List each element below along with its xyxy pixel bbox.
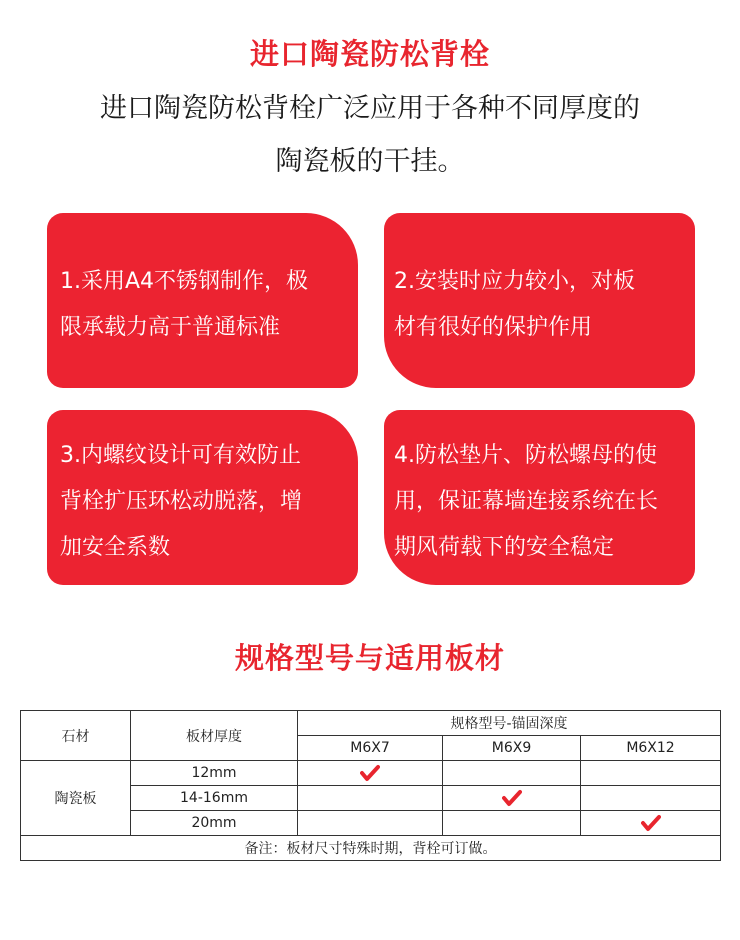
feature-2-line-1: 2.安装时应力较小，对板 — [394, 268, 635, 294]
check-cell — [581, 786, 721, 811]
feature-1-line-1: 1.采用A4不锈钢制作，极 — [60, 268, 309, 294]
check-cell — [443, 811, 581, 836]
intro-text — [40, 82, 700, 188]
table-row — [21, 761, 721, 786]
feature-3-line-2: 背栓扩压环松动脱落，增 — [60, 488, 303, 514]
feature-card-2 — [384, 213, 695, 388]
table-note: 备注：板材尺寸特殊时期，背栓可订做。 — [21, 836, 721, 861]
feature-3-line-1: 3.内螺纹设计可有效防止 — [60, 442, 301, 468]
material-cell: 陶瓷板 — [21, 761, 131, 836]
table-header-row — [21, 711, 721, 736]
check-cell — [443, 761, 581, 786]
spec-table — [20, 710, 721, 861]
check-cell — [298, 786, 443, 811]
header-spec-group: 规格型号-锚固深度 — [298, 711, 721, 736]
table-note-row — [21, 836, 721, 861]
header-thickness: 板材厚度 — [131, 711, 298, 761]
page-title: 进口陶瓷防松背栓 — [249, 37, 490, 71]
feature-4-line-3: 期风荷载下的安全稳定 — [394, 534, 615, 560]
thickness-cell: 20mm — [131, 811, 298, 836]
feature-2-line-2: 材有很好的保护作用 — [394, 314, 593, 340]
intro-line-2: 陶瓷板的干挂。 — [275, 146, 465, 177]
feature-1-line-2: 限承载力高于普通标准 — [60, 314, 281, 340]
feature-4-line-2: 用，保证幕墙连接系统在长 — [394, 488, 659, 514]
feature-3-line-3: 加安全系数 — [60, 534, 171, 560]
check-cell — [298, 811, 443, 836]
feature-card-4 — [384, 410, 695, 585]
checkmark-icon — [641, 814, 661, 832]
feature-card-3 — [47, 410, 358, 585]
header-model-2: M6X9 — [443, 736, 581, 761]
header-model-1: M6X7 — [298, 736, 443, 761]
thickness-cell: 12mm — [131, 761, 298, 786]
header-stone: 石材 — [21, 711, 131, 761]
check-cell — [298, 761, 443, 786]
check-cell — [581, 811, 721, 836]
header-model-3: M6X12 — [581, 736, 721, 761]
check-cell — [581, 761, 721, 786]
spec-section-title: 规格型号与适用板材 — [234, 641, 505, 675]
thickness-cell: 14-16mm — [131, 786, 298, 811]
check-cell — [443, 786, 581, 811]
intro-line-1: 进口陶瓷防松背栓广泛应用于各种不同厚度的 — [100, 93, 640, 124]
feature-4-line-1: 4.防松垫片、防松螺母的使 — [394, 442, 657, 468]
checkmark-icon — [360, 764, 380, 782]
feature-card-1 — [47, 213, 358, 388]
checkmark-icon — [502, 789, 522, 807]
